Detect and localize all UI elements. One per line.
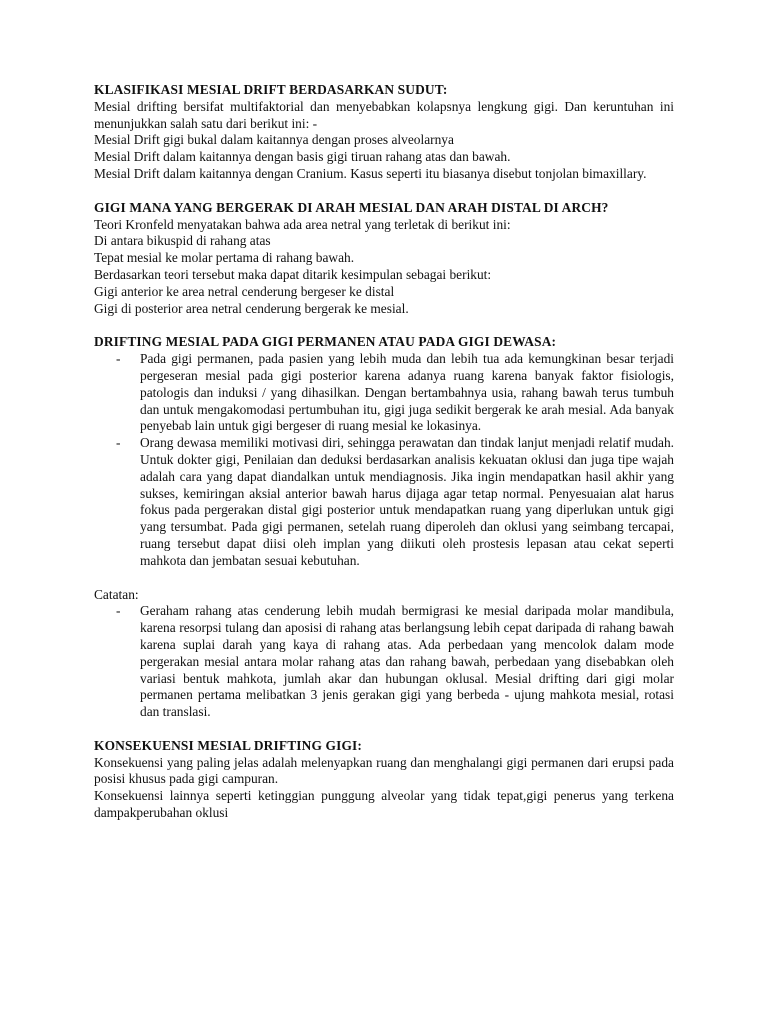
list-item xyxy=(94,603,674,721)
section-heading: DRIFTING MESIAL PADA GIGI PERMANEN ATAU PADA GIGI DEWASA: xyxy=(94,334,557,350)
paragraph: Konsekuensi yang paling jelas adalah melenyapkan ruang dan menghalangi gigi permanen dari erupsi pada posisi khusus pada gigi campuran. xyxy=(94,754,674,787)
paragraph: Mesial Drift gigi bukal dalam kaitannya dengan proses alveolarnya xyxy=(94,132,454,148)
section-heading: KONSEKUENSI MESIAL DRIFTING GIGI: xyxy=(94,737,362,753)
bullet-list xyxy=(94,351,674,569)
bullet-dash: - xyxy=(116,603,121,619)
section-klasifikasi xyxy=(94,82,674,183)
section-catatan xyxy=(94,587,674,721)
list-item-text: Orang dewasa memiliki motivasi diri, sehingga perawatan dan tindak lanjut menjadi relatif mudah. Untuk dokter gigi, Penilaian dan deduksi berdasarkan analisis kekuatan oklusi dan juga tipe wajah adalah cara yang dapat diandalkan untuk mendiagnosis. Jika ingin mendapatkan hasil akhir yang sukses, kemiringan aksial anterior bawah harus dijaga agar tetap normal. Penyesuaian alat harus fokus pada pergerakan distal gigi posterior untuk mendapatkan ruang yang diperlukan untuk gigi yang tersumbat. Pada gigi permanen, setelah ruang diperoleh dan oklusi yang seimbang tercapai, ruang tersebut dapat diisi oleh implan yang diikuti oleh prostesis lepasan atau cekat seperti mahkota dan jembatan sesuai kebutuhan. xyxy=(140,435,674,568)
section-gap xyxy=(94,317,674,334)
paragraph: Gigi di posterior area netral cenderung bergerak ke mesial. xyxy=(94,300,409,316)
paragraph: Tepat mesial ke molar pertama di rahang bawah. xyxy=(94,250,355,266)
paragraph: Teori Kronfeld menyatakan bahwa ada area netral yang terletak di berikut ini: xyxy=(94,216,511,232)
section-konsekuensi xyxy=(94,738,674,822)
list-item xyxy=(94,435,674,569)
paragraph: Di antara bikuspid di rahang atas xyxy=(94,233,271,249)
section-gigi-bergerak xyxy=(94,200,674,318)
list-item-text: Pada gigi permanen, pada pasien yang lebih muda dan lebih tua ada kemungkinan besar terjadi pergeseran mesial pada gigi posterior karena adanya ruang karena banyak faktor fisiologis, patologis dan induksi / yang dihasilkan. Dengan bertambahnya usia, rahang bawah terus tumbuh dan untuk mengakomodasi pertumbuhan itu, gigi juga sedikit bergerak ke arah mesial. Ada banyak penyebab lain untuk gigi bergeser di ruang mesial ke lokasinya. xyxy=(140,351,674,434)
paragraph: Mesial Drift dalam kaitannya dengan Cranium. Kasus seperti itu biasanya disebut tonjolan bimaxillary. xyxy=(94,165,647,181)
section-drifting-permanen xyxy=(94,334,674,569)
bullet-dash: - xyxy=(116,351,121,367)
bullet-list xyxy=(94,603,674,721)
section-gap xyxy=(94,570,674,587)
section-heading: GIGI MANA YANG BERGERAK DI ARAH MESIAL DAN ARAH DISTAL DI ARCH? xyxy=(94,199,609,215)
section-heading: KLASIFIKASI MESIAL DRIFT BERDASARKAN SUDUT: xyxy=(94,82,448,97)
paragraph: Berdasarkan teori tersebut maka dapat ditarik kesimpulan sebagai berikut: xyxy=(94,266,492,282)
paragraph: Mesial drifting bersifat multifaktorial dan menyebabkan kolapsnya lengkung gigi. Dan keruntuhan ini menunjukkan salah satu dari berikut ini: - xyxy=(94,98,674,131)
bullet-dash: - xyxy=(116,435,121,451)
list-item xyxy=(94,351,674,435)
paragraph: Gigi anterior ke area netral cenderung bergeser ke distal xyxy=(94,283,395,299)
list-item-text: Geraham rahang atas cenderung lebih mudah bermigrasi ke mesial daripada molar mandibula, karena resorpsi tulang dan aposisi di rahang atas berlangsung lebih cepat daripada di rahang bawah karena suplai darah yang kaya di rahang atas. Ada perbedaan yang mencolok dalam mode pergerakan mesial antara molar rahang atas dan rahang bawah, perbedaan yang disebabkan oleh variasi bentuk mahkota, jumlah akar dan hubungan oklusal. Mesial drifting dari gigi molar permanen pertama melibatkan 3 jenis gerakan gigi yang berbeda - ujung mahkota mesial, rotasi dan translasi. xyxy=(140,603,674,720)
section-gap xyxy=(94,183,674,200)
paragraph: Konsekuensi lainnya seperti ketinggian punggung alveolar yang tidak tepat,gigi penerus yang terkena dampakperubahan oklusi xyxy=(94,788,674,821)
paragraph: Mesial Drift dalam kaitannya dengan basis gigi tiruan rahang atas dan bawah. xyxy=(94,149,511,165)
section-gap xyxy=(94,721,674,738)
note-label: Catatan: xyxy=(94,586,139,602)
